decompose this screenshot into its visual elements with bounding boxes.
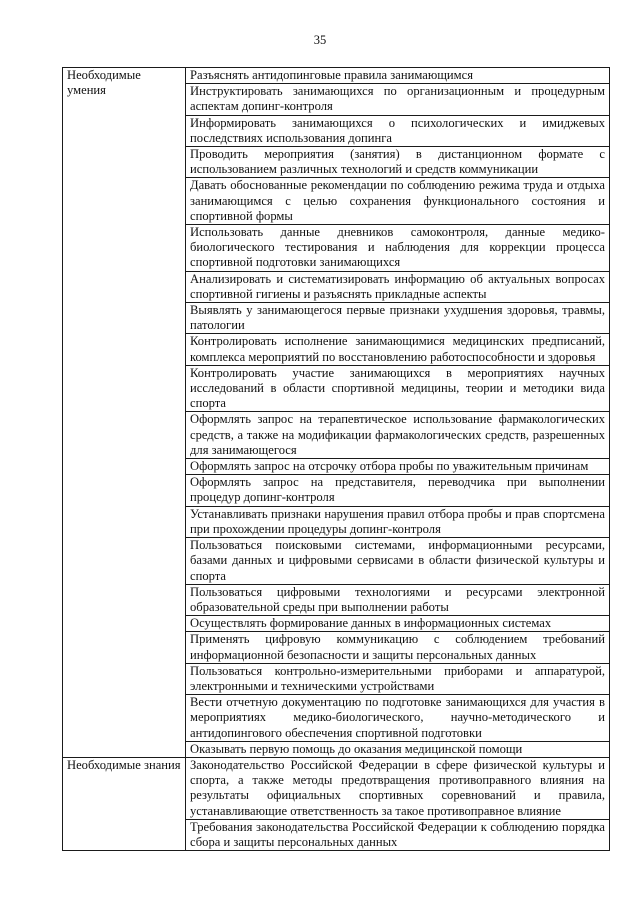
requirement-cell: Проводить мероприятия (занятия) в дистанционном формате с использованием различных технологий и средств коммуникации (186, 147, 610, 178)
category-cell: Необходимые умения (63, 68, 186, 758)
requirement-cell: Оформлять запрос на представителя, переводчика при выполнении процедур допинг-контроля (186, 475, 610, 506)
category-cell: Необходимые знания (63, 757, 186, 850)
requirement-cell: Инструктировать занимающихся по организационным и процедурным аспектам допинг-контроля (186, 84, 610, 115)
requirement-cell: Оказывать первую помощь до оказания медицинской помощи (186, 741, 610, 757)
requirement-cell: Применять цифровую коммуникацию с соблюдением требований информационной безопасности и защиты персональных данных (186, 632, 610, 663)
requirement-cell: Требования законодательства Российской Федерации к соблюдению порядка сбора и защиты персональных данных (186, 819, 610, 850)
requirement-cell: Анализировать и систематизировать информацию об актуальных вопросах спортивной гигиены и разъяснять прикладные аспекты (186, 271, 610, 302)
requirement-cell: Законодательство Российской Федерации в сфере физической культуры и спорта, а также методы предотвращения противоправного влияния на результаты официальных спортивных соревнований и правила, устанавливающие ответственность за такое противоправное влияние (186, 757, 610, 819)
requirement-cell: Пользоваться цифровыми технологиями и ресурсами электронной образовательной среды при выполнении работы (186, 584, 610, 615)
requirement-cell: Пользоваться контрольно-измерительными приборами и аппаратурой, электронными и техническими устройствами (186, 663, 610, 694)
table-row (63, 757, 610, 819)
requirement-cell: Вести отчетную документацию по подготовке занимающихся для участия в мероприятиях медико-биологического, научно-методического и антидопингового обеспечения спортивной подготовки (186, 695, 610, 742)
table-row (63, 68, 610, 84)
requirement-cell: Устанавливать признаки нарушения правил отбора пробы и прав спортсмена при прохождении процедуры допинг-контроля (186, 506, 610, 537)
requirement-cell: Оформлять запрос на отсрочку отбора пробы по уважительным причинам (186, 459, 610, 475)
requirement-cell: Пользоваться поисковыми системами, информационными ресурсами, базами данных и цифровыми сервисами в области физической культуры и спорта (186, 538, 610, 585)
requirement-cell: Использовать данные дневников самоконтроля, данные медико-биологического тестирования и наблюдения для коррекции процесса спортивной подготовки занимающихся (186, 225, 610, 272)
requirement-cell: Информировать занимающихся о психологических и имиджевых последствиях использования допинга (186, 115, 610, 146)
requirement-cell: Выявлять у занимающегося первые признаки ухудшения здоровья, травмы, патологии (186, 303, 610, 334)
requirement-cell: Осуществлять формирование данных в информационных системах (186, 616, 610, 632)
page-number: 35 (313, 33, 327, 47)
requirement-cell: Контролировать исполнение занимающимися медицинских предписаний, комплекса мероприятий по восстановлению работоспособности и здоровья (186, 334, 610, 365)
requirements-table (62, 67, 610, 851)
requirement-cell: Контролировать участие занимающихся в мероприятиях научных исследований в области спортивной медицины, теории и методики вида спорта (186, 365, 610, 412)
requirement-cell: Давать обоснованные рекомендации по соблюдению режима труда и отдыха занимающимся с целью сохранения функционального состояния и спортивной формы (186, 178, 610, 225)
requirement-cell: Оформлять запрос на терапевтическое использование фармакологических средств, а также на модификации фармакологических средств, разрешенных для занимающегося (186, 412, 610, 459)
requirement-cell: Разъяснять антидопинговые правила занимающимся (186, 68, 610, 84)
